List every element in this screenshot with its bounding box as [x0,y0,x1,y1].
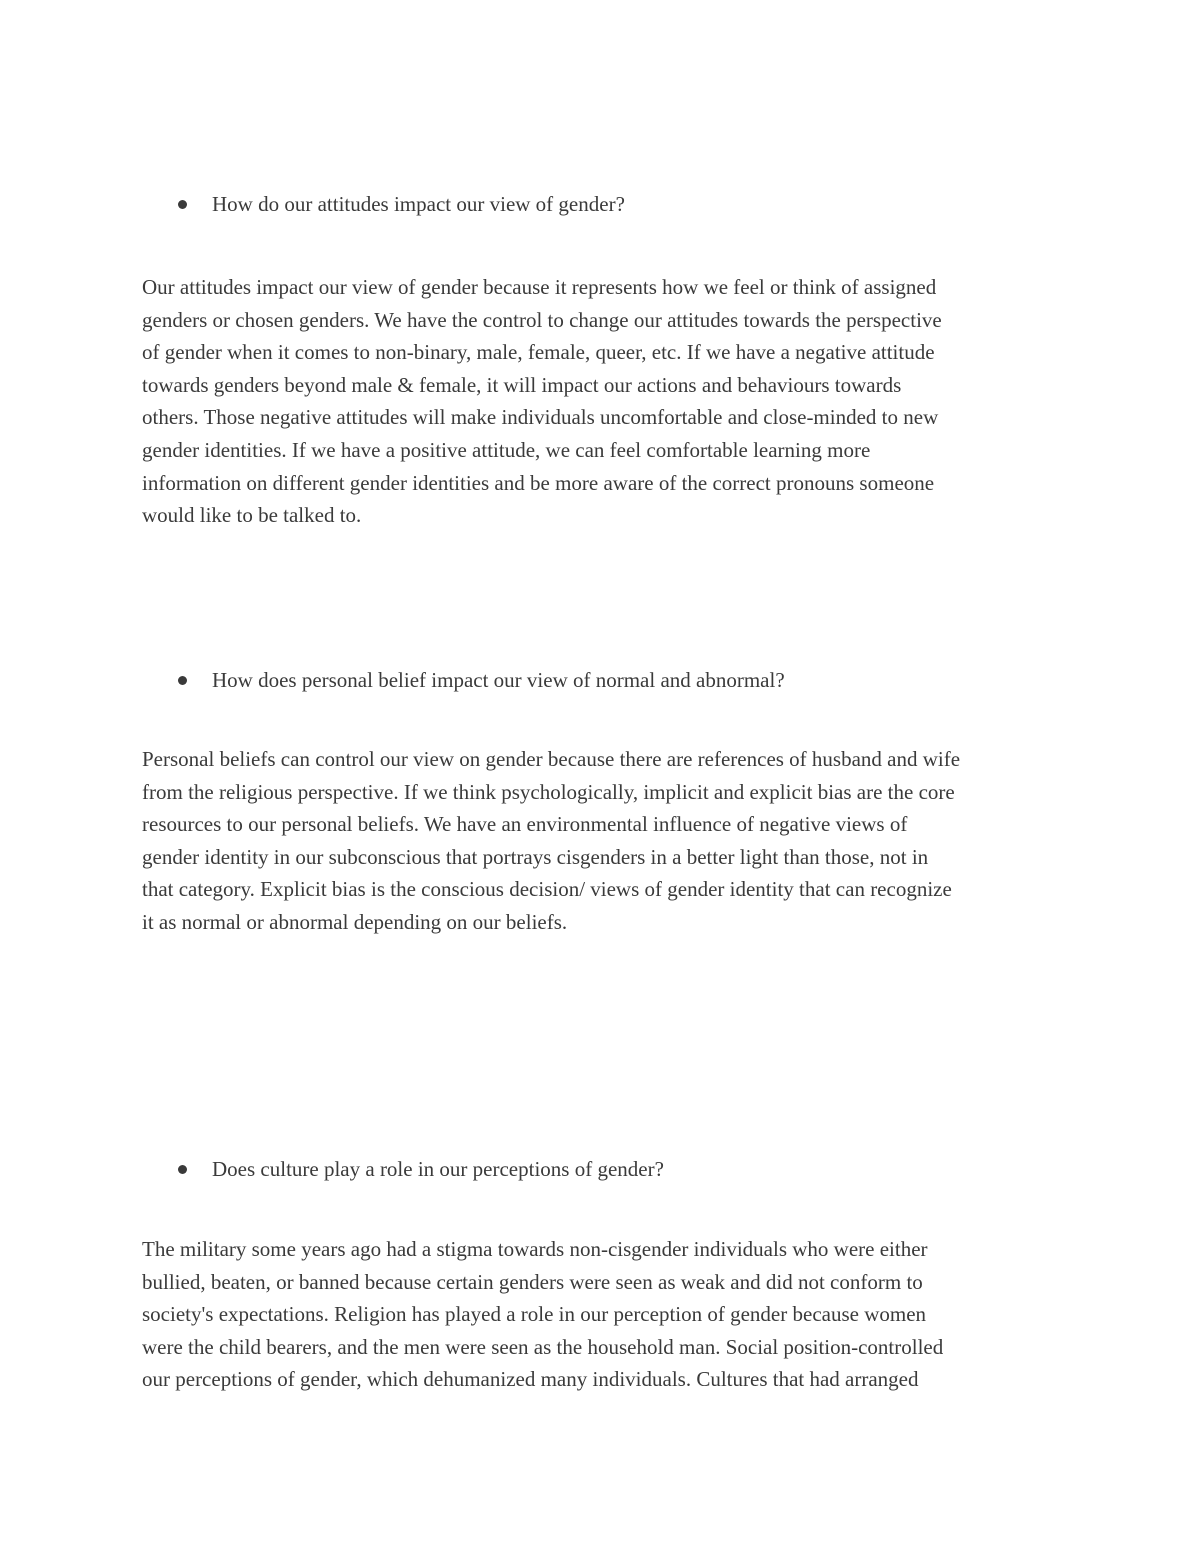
answer-line: society's expectations. Religion has played a role in our perception of gender because women [142,1302,927,1327]
answer-line: gender identities. If we have a positive attitude, we can feel comfortable learning more [142,437,871,462]
answer-line: from the religious perspective. If we think psychologically, implicit and explicit bias are the core [142,779,955,804]
answer-line: of gender when it comes to non-binary, male, female, queer, etc. If we have a negative attitude [142,340,935,365]
bullet-icon [178,200,187,209]
question-1-text: How do our attitudes impact our view of gender? [212,192,625,216]
answer-line: were the child bearers, and the men were seen as the household man. Social position-controlled [142,1334,944,1359]
answer-line: Personal beliefs can control our view on gender because there are references of husband and wife [142,747,961,771]
answer-line: information on different gender identities and be more aware of the correct pronouns someone [142,470,935,495]
answer-line: resources to our personal beliefs. We have an environmental influence of negative views of [142,812,908,837]
question-1 [178,188,625,220]
answer-line: towards genders beyond male & female, it will impact our actions and behaviours towards [142,372,902,397]
answer-line: our perceptions of gender, which dehumanized many individuals. Cultures that had arranged [142,1367,919,1392]
answer-line: The military some years ago had a stigma towards non-cisgender individuals who were either [142,1237,928,1261]
question-2 [178,664,785,696]
answer-1 [142,271,1072,532]
question-3-text: Does culture play a role in our perceptions of gender? [212,1157,664,1181]
answer-line: it as normal or abnormal depending on our beliefs. [142,909,568,934]
question-2-text: How does personal belief impact our view of normal and abnormal? [212,668,785,692]
answer-line: others. Those negative attitudes will make individuals uncomfortable and close-minded to new [142,405,939,430]
question-3 [178,1153,664,1185]
answer-3 [142,1233,1072,1396]
answer-line: that category. Explicit bias is the conscious decision/ views of gender identity that can recognize [142,877,952,902]
answer-line: bullied, beaten, or banned because certain genders were seen as weak and did not conform to [142,1269,923,1294]
bullet-icon [178,676,187,685]
answer-line: genders or chosen genders. We have the control to change our attitudes towards the perspective [142,307,942,332]
answer-line: Our attitudes impact our view of gender because it represents how we feel or think of assigned [142,275,937,299]
answer-line: would like to be talked to. [142,503,362,528]
bullet-icon [178,1165,187,1174]
answer-2 [142,743,1072,939]
answer-line: gender identity in our subconscious that portrays cisgenders in a better light than those, not in [142,844,929,869]
